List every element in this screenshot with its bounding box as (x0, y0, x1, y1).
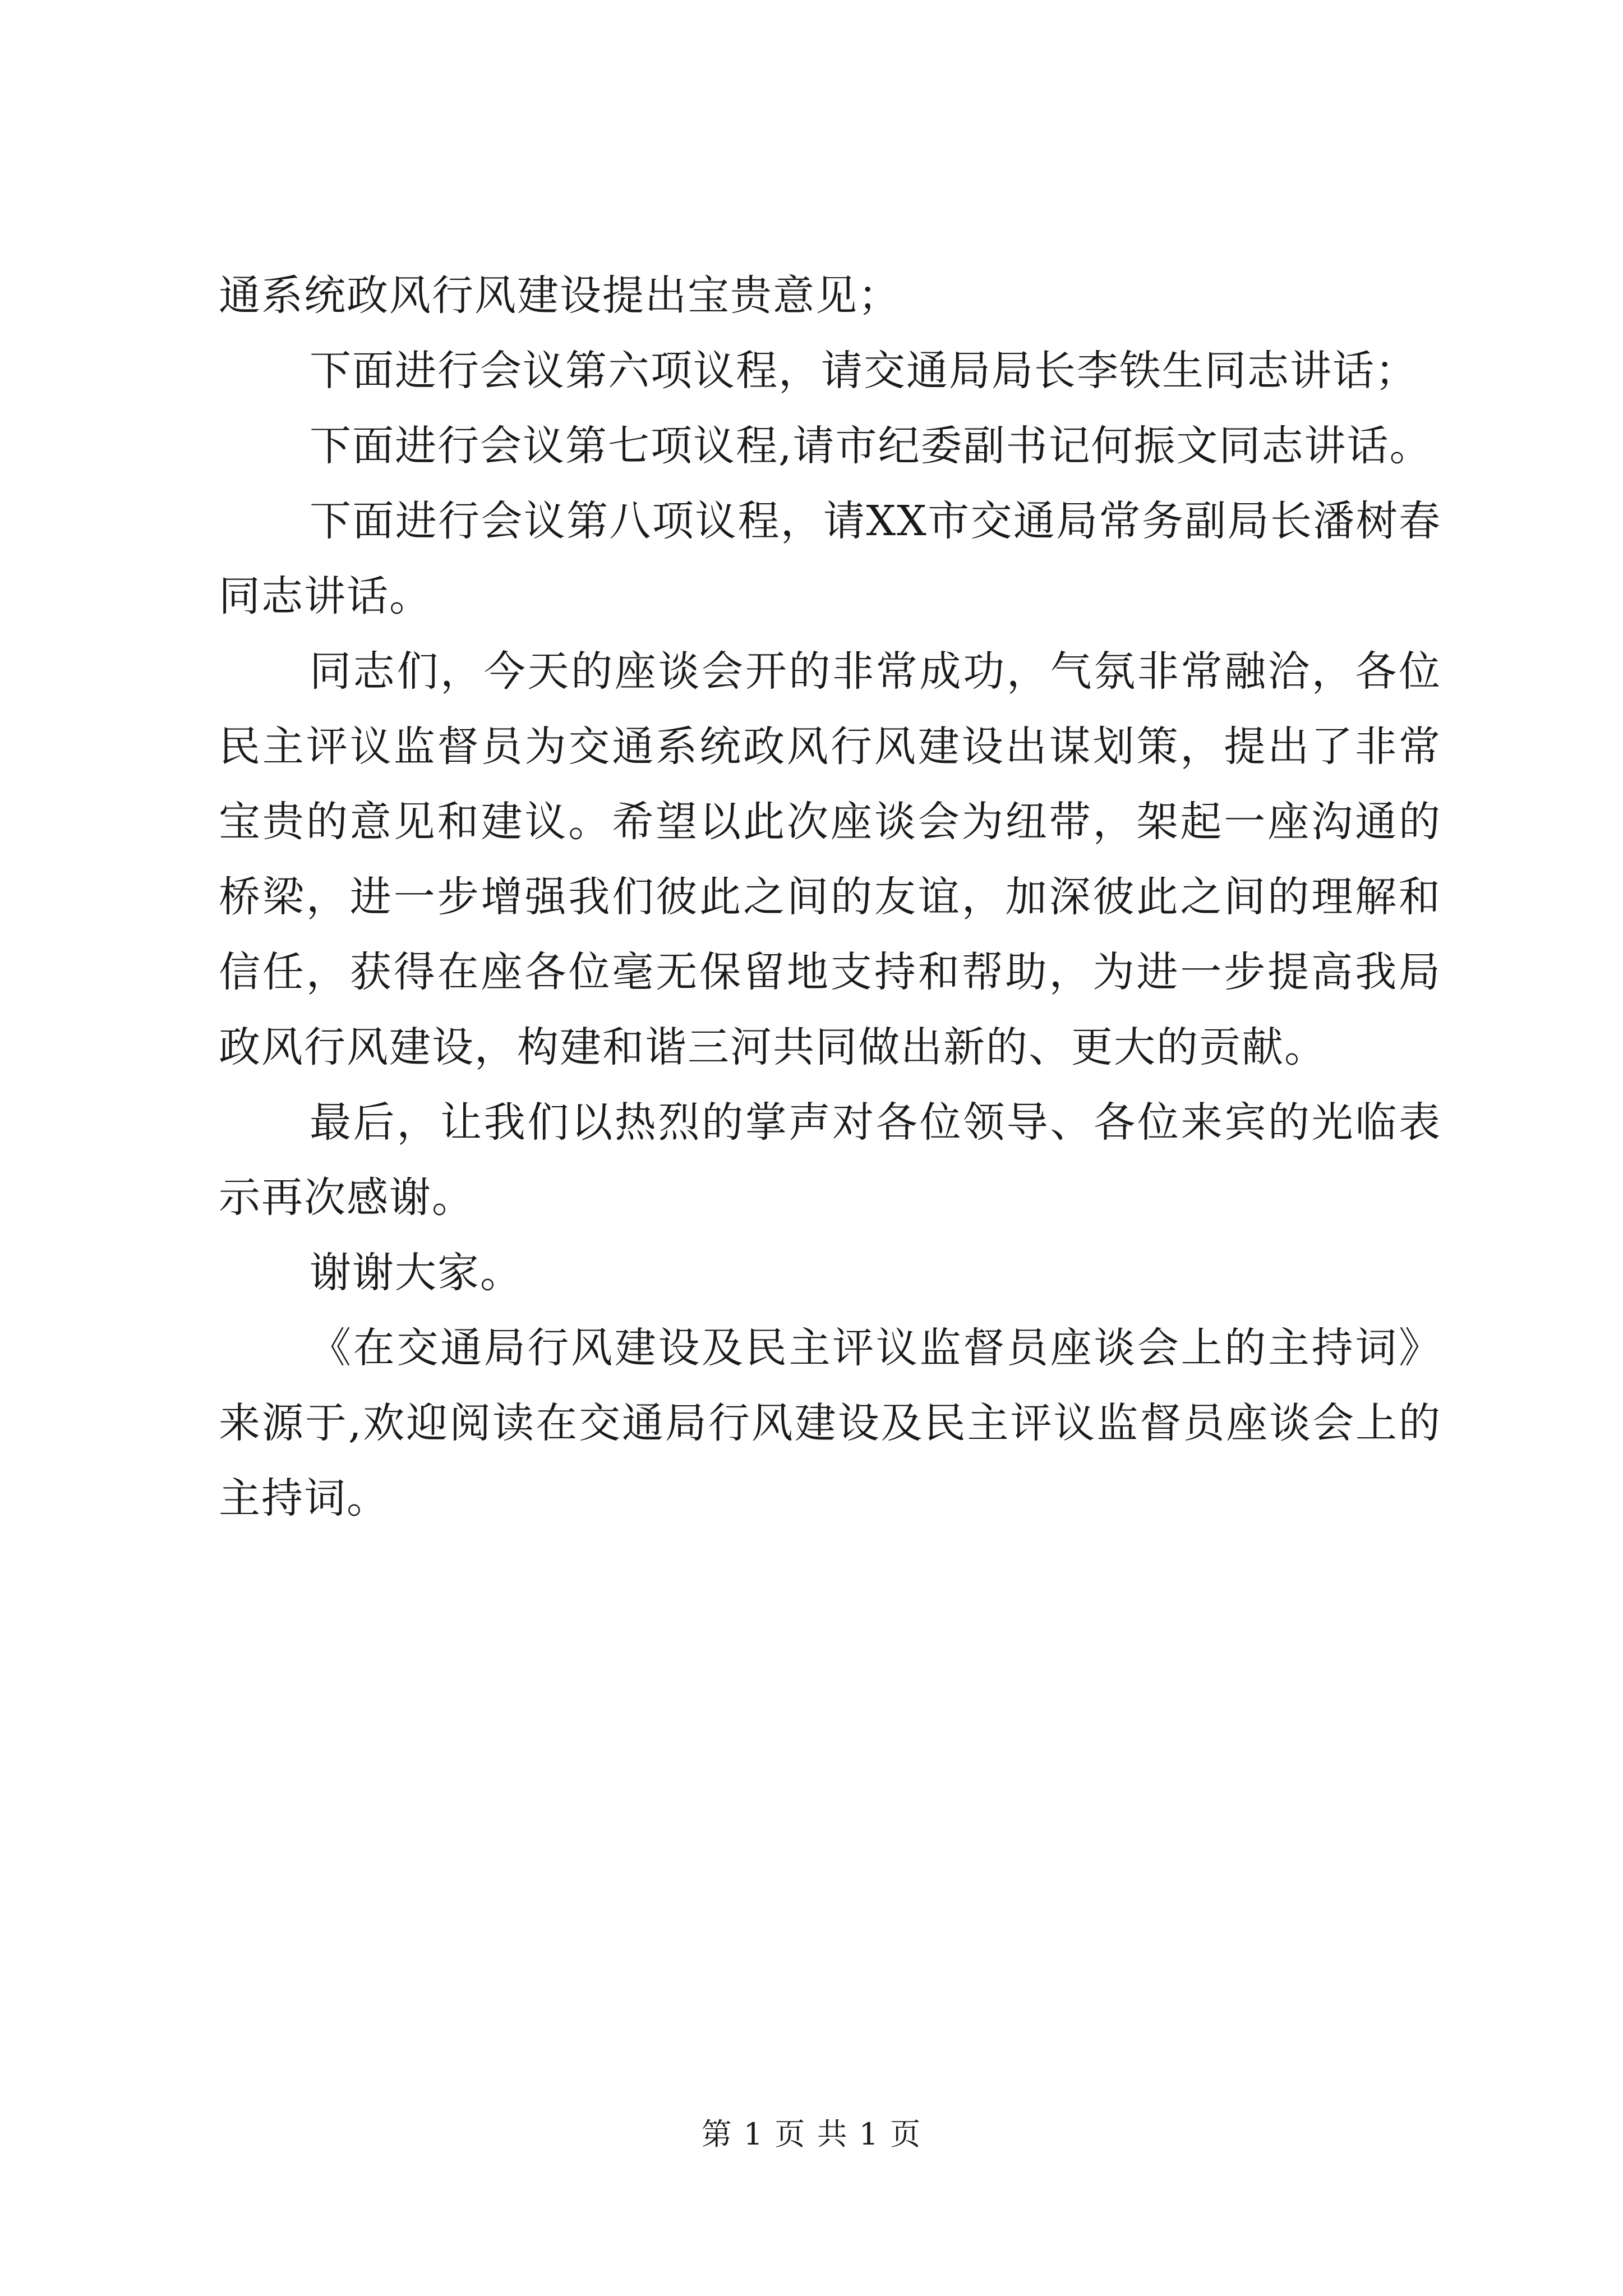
paragraph-summary: 同志们，今天的座谈会开的非常成功，气氛非常融洽，各位民主评议监督员为交通系统政风行风建设出谋划策，提出了非常宝贵的意见和建议。希望以此次座谈会为纽带，架起一座沟通的桥梁，进一步增强我们彼此之间的友谊，加深彼此之间的理解和信任，获得在座各位毫无保留地支持和帮助，为进一步提高我局政风行风建设，构建和谐三河共同做出新的、更大的贡献。 (219, 647, 1441, 1071)
paragraph-agenda-six: 下面进行会议第六项议程，请交通局局长李铁生同志讲话； (310, 347, 1418, 395)
paragraph-thank-you: 谢谢大家。 (310, 1249, 523, 1297)
paragraph-continuation: 通系统政风行风建设提出宝贵意见； (219, 272, 901, 320)
document-body (219, 258, 1441, 1536)
paragraph-agenda-eight: 下面进行会议第八项议程，请XX市交通局常务副局长潘树春同志讲话。 (219, 497, 1441, 620)
paragraph-agenda-seven: 下面进行会议第七项议程,请市纪委副书记何振文同志讲话。 (310, 422, 1432, 470)
page-number-footer: 第 1 页 共 1 页 (701, 2116, 922, 2152)
paragraph-source-note: 《在交通局行风建设及民主评议监督员座谈会上的主持词》来源于,欢迎阅读在交通局行风建设及民主评议监督员座谈会上的主持词。 (219, 1324, 1441, 1522)
paragraph-closing-thanks: 最后，让我们以热烈的掌声对各位领导、各位来宾的光临表示再次感谢。 (219, 1098, 1441, 1222)
